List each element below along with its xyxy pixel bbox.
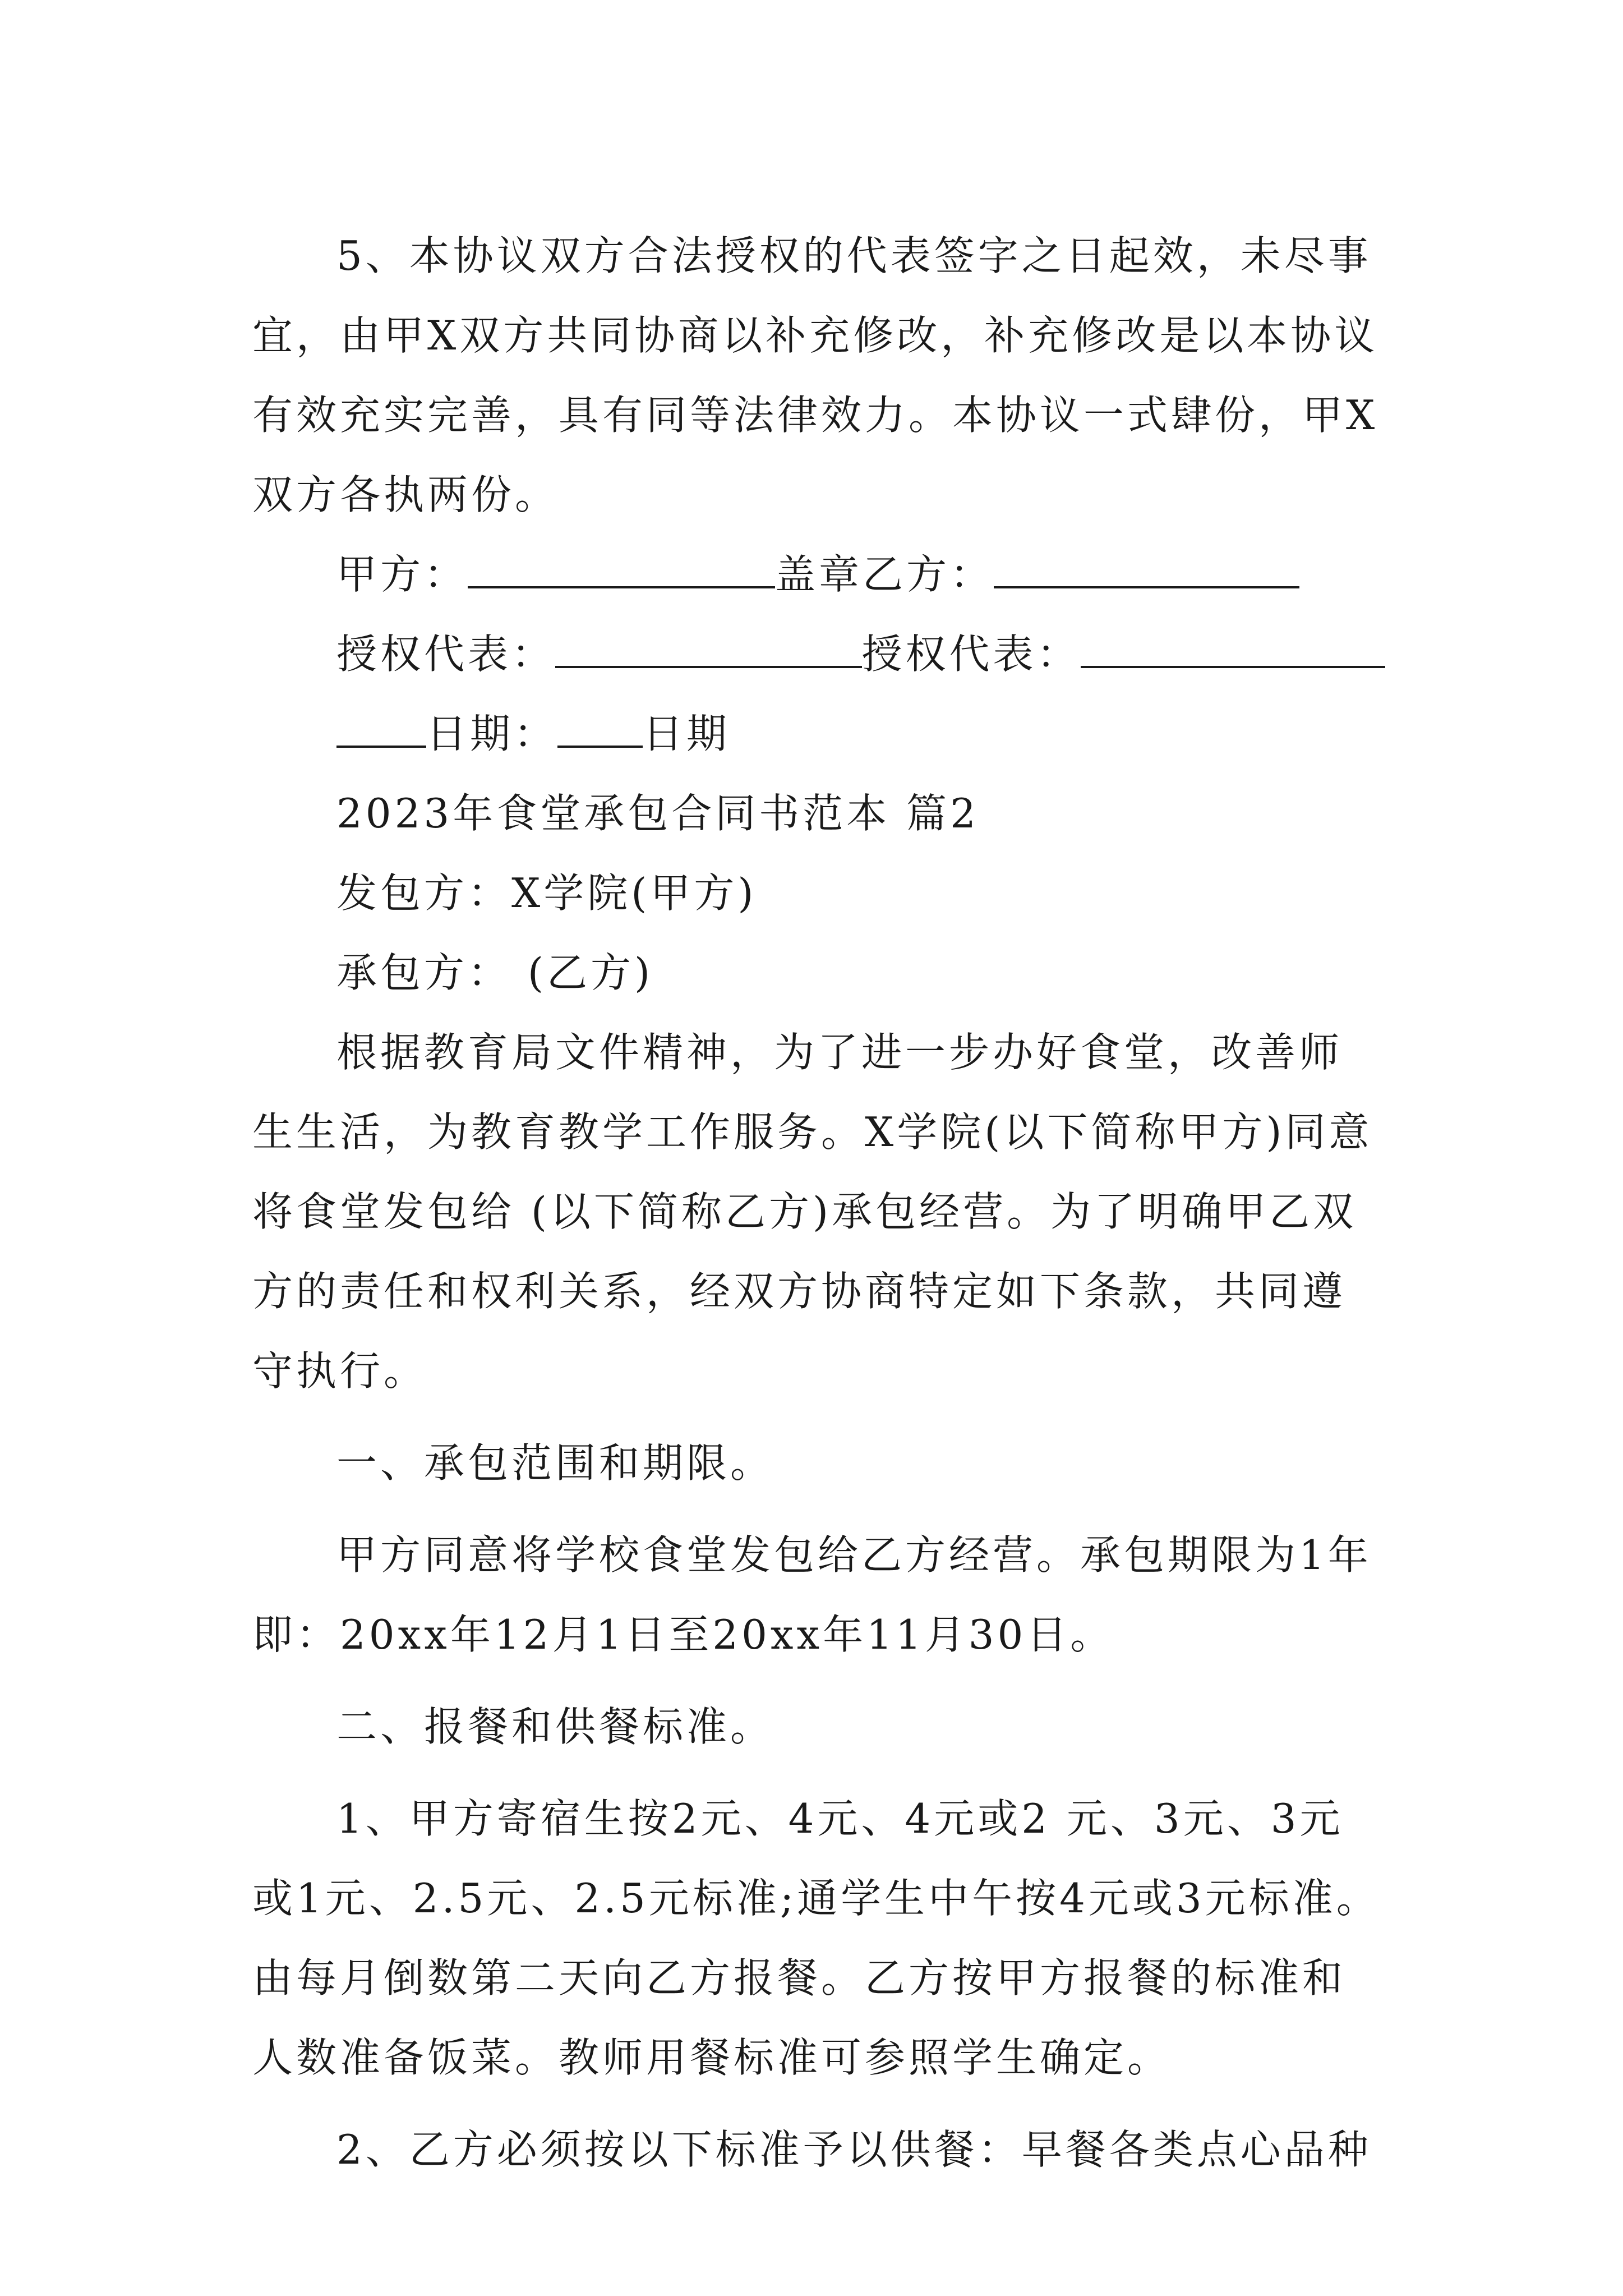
party-b-blank (994, 551, 1299, 588)
seal-party-b-label: 盖章乙方： (775, 551, 994, 598)
date-b-blank (557, 711, 643, 748)
issuer-line: 发包方：X学院(甲方) (336, 869, 757, 917)
signature-row-representative (252, 614, 1385, 694)
party-a-blank (468, 551, 775, 588)
date-a-blank (336, 711, 426, 748)
paragraph-meal-standard-1: 1、甲方寄宿生按2元、4元、4元或2 元、3元、3元或1元、2.5元、2.5元标准;通学生中午按4元或3元标准。由每月倒数第二天向乙方报餐。乙方按甲方报餐的标准和人数准备饭菜。教师用餐标准可参照学生确定。 (252, 1795, 1380, 2081)
party-a-label: 甲方： (336, 551, 468, 598)
contractor-line: 承包方： (乙方) (336, 949, 654, 996)
document-body (252, 216, 1385, 2189)
rep-b-label: 授权代表： (861, 631, 1081, 678)
paragraph-intro: 根据教育局文件精神，为了进一步办好食堂，改善师生生活，为教育教学工作服务。X学院(以下简称甲方)同意将食堂发包给 (以下简称乙方)承包经营。为了明确甲乙双方的责任和权利关系，经双方协商特定如下条款，共同遵守执行。 (252, 1029, 1373, 1395)
date-a-label: 日期： (426, 710, 558, 757)
section-title: 2023年食堂承包合同书范本 篇2 (336, 790, 979, 837)
signature-row-party (252, 535, 1385, 614)
signature-row-date (252, 694, 1385, 774)
rep-b-blank (1081, 631, 1385, 668)
paragraph-clause-5: 5、本协议双方合法授权的代表签字之日起效，未尽事宜，由甲X双方共同协商以补充修改，补充修改是以本协议有效充实完善，具有同等法律效力。本协议一式肆份，甲X双方各执两份。 (252, 232, 1378, 518)
heading-scope-term: 一、承包范围和期限。 (336, 1439, 774, 1487)
date-b-label: 日期 (643, 710, 731, 757)
rep-a-label: 授权代表： (336, 631, 556, 678)
heading-meal-standard: 二、报餐和供餐标准。 (336, 1703, 774, 1750)
paragraph-scope-term: 甲方同意将学校食堂发包给乙方经营。承包期限为1年即：20xx年12月1日至20xx年11月30日。 (252, 1531, 1372, 1658)
rep-a-blank (555, 631, 861, 668)
paragraph-meal-standard-2: 2、乙方必须按以下标准予以供餐：早餐各类点心品种 (336, 2126, 1372, 2173)
